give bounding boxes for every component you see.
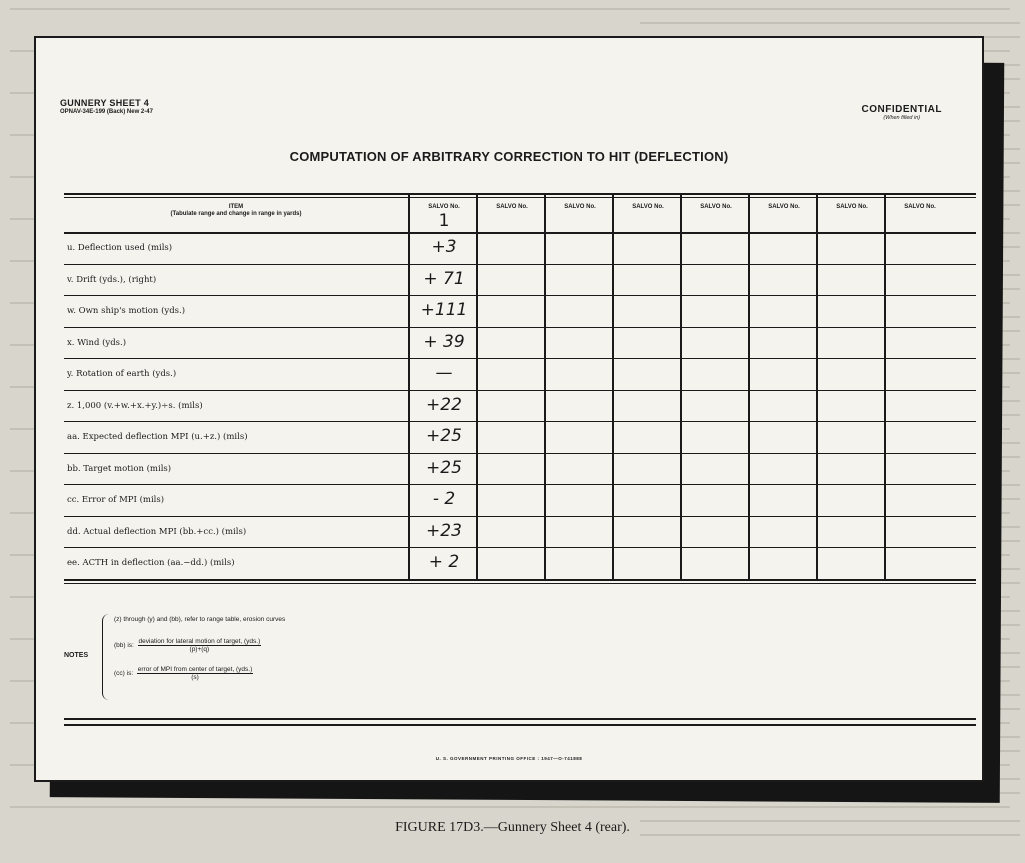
row-divider: [64, 484, 976, 485]
salvo-column-header-1: SALVO No.: [428, 204, 460, 210]
note-1: (z) through (y) and (bb), refer to range table, erosion curves: [114, 616, 286, 623]
row-value-salvo-1: +3: [431, 237, 457, 257]
form-number: OPNAV-34E-199 (Back) New 2-47: [60, 109, 153, 115]
row-label: x. Wind (yds.): [67, 337, 127, 348]
salvo-column-header-5: SALVO No.: [700, 204, 732, 210]
notes-brace: [102, 614, 109, 700]
note-3-denominator: (s): [191, 674, 199, 681]
row-label: y. Rotation of earth (yds.): [67, 369, 177, 379]
row-divider: [64, 547, 976, 548]
row-label: v. Drift (yds.), (right): [67, 274, 157, 285]
table-top-rule-2: [64, 197, 976, 198]
row-label: cc. Error of MPI (mils): [67, 495, 165, 505]
row-value-salvo-1: +25: [426, 457, 462, 478]
column-divider: [612, 193, 614, 579]
note-2-numerator: deviation for lateral motion of target, (yds.): [138, 638, 261, 645]
row-divider: [64, 358, 976, 359]
page-title: COMPUTATION OF ARBITRARY CORRECTION TO HIT (DEFLECTION): [289, 149, 729, 164]
item-header: ITEM: [228, 204, 244, 210]
row-value-salvo-1: —: [435, 363, 453, 383]
row-divider: [64, 390, 976, 391]
note-3: [114, 666, 253, 681]
item-column-header: [96, 204, 376, 218]
column-divider: [748, 193, 750, 579]
note-3-prefix: (cc) is:: [114, 670, 134, 678]
footer-rule-1: [64, 718, 976, 720]
row-value-salvo-1: + 39: [423, 331, 465, 352]
table-top-rule: [64, 193, 976, 195]
classification: CONFIDENTIAL: [861, 104, 942, 115]
column-divider: [816, 193, 818, 579]
salvo-column-header-7: SALVO No.: [836, 204, 868, 210]
row-value-salvo-1: +25: [426, 426, 462, 446]
note-3-fraction: [137, 666, 254, 681]
notes-label: NOTES: [64, 652, 89, 659]
header-bottom-rule: [64, 232, 976, 234]
item-subheader: (Tabulate range and change in range in yards): [170, 211, 302, 217]
classification-note: (When filled in): [883, 115, 921, 121]
row-label: bb. Target motion (mils): [67, 463, 172, 474]
row-divider: [64, 327, 976, 328]
row-value-salvo-1: + 2: [428, 552, 460, 572]
row-divider: [64, 516, 976, 517]
row-value-salvo-1: - 2: [432, 489, 456, 509]
row-label: dd. Actual deflection MPI (bb.+cc.) (mils): [67, 526, 247, 537]
column-divider: [680, 193, 682, 579]
row-label: ee. ACTH in deflection (aa.−dd.) (mils): [67, 558, 235, 568]
row-value-salvo-1: + 71: [423, 268, 465, 289]
row-divider: [64, 295, 976, 296]
sheet-name: GUNNERY SHEET 4: [60, 98, 150, 108]
table-bottom-rule-2: [64, 583, 976, 584]
salvo-column-header-2: SALVO No.: [496, 204, 528, 210]
salvo-column-header-8: SALVO No.: [904, 204, 936, 210]
column-divider: [884, 193, 886, 579]
column-divider: [544, 193, 546, 579]
note-2-fraction: [138, 638, 262, 653]
printer-imprint: U. S. GOVERNMENT PRINTING OFFICE : 1947—O-741888: [435, 756, 583, 761]
salvo-number: 1: [438, 211, 450, 231]
row-label: aa. Expected deflection MPI (u.+z.) (mils): [67, 432, 248, 442]
row-label: u. Deflection used (mils): [67, 243, 173, 253]
row-divider: [64, 421, 976, 422]
salvo-column-header-3: SALVO No.: [564, 204, 596, 210]
classification-block: [862, 104, 942, 121]
note-2-prefix: (bb) is:: [114, 642, 134, 650]
footer-rule-2: [64, 724, 976, 726]
note-2: [114, 638, 261, 653]
row-value-salvo-1: +22: [426, 394, 462, 415]
table-bottom-rule: [64, 579, 976, 581]
row-divider: [64, 453, 976, 454]
note-2-denominator: (p)+(q): [189, 646, 210, 653]
figure-caption: FIGURE 17D3.—Gunnery Sheet 4 (rear).: [395, 820, 630, 835]
gunnery-sheet: [34, 36, 984, 782]
row-divider: [64, 264, 976, 265]
row-label: w. Own ship's motion (yds.): [67, 306, 186, 316]
salvo-column-header-4: SALVO No.: [632, 204, 664, 210]
row-value-salvo-1: +111: [420, 300, 468, 320]
row-value-salvo-1: +23: [426, 520, 462, 541]
row-label: z. 1,000 (v.+w.+x.+y.)÷s. (mils): [67, 400, 203, 411]
form-header: [60, 98, 153, 115]
note-3-numerator: error of MPI from center of target, (yds.): [137, 666, 253, 673]
salvo-column-header-6: SALVO No.: [768, 204, 800, 210]
